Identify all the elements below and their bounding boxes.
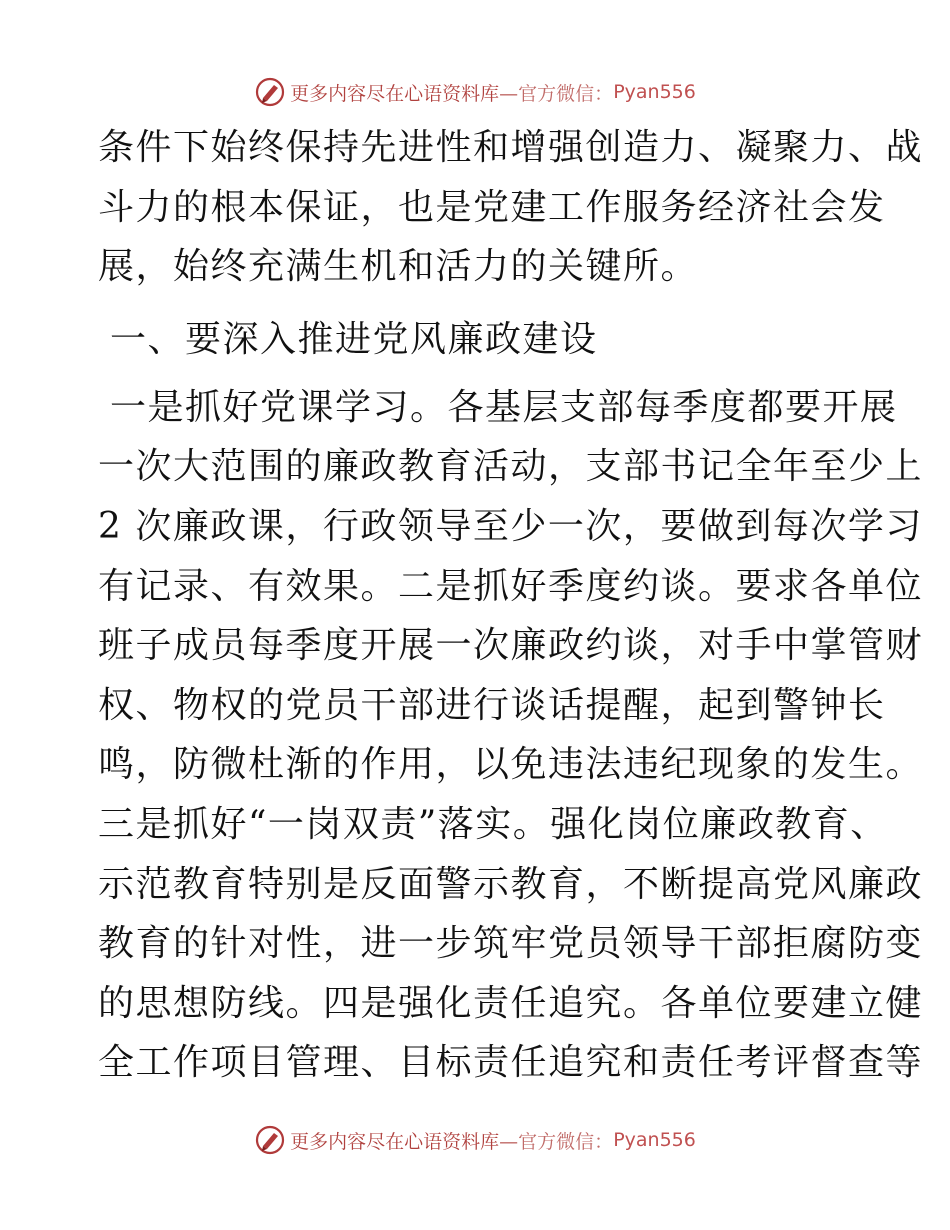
watermark-separator: —官方微信： bbox=[499, 1130, 614, 1153]
text-line: 一是抓好党课学习。各基层支部每季度都要开展 bbox=[110, 386, 898, 428]
text-line: 全工作项目管理、目标责任追究和责任考评督查等 bbox=[98, 1042, 924, 1084]
text-line: 鸣，防微杜渐的作用，以免违法违纪现象的发生。 bbox=[98, 744, 924, 786]
text-line: 权、物权的党员干部进行谈话提醒，起到警钟长 bbox=[98, 684, 886, 726]
footer-watermark bbox=[0, 1120, 950, 1160]
pen-logo-icon bbox=[254, 76, 286, 108]
text-line: 条件下始终保持先进性和增强创造力、凝聚力、战 bbox=[98, 127, 924, 168]
watermark-wechat-id: Pyan556 bbox=[613, 1129, 696, 1151]
text-line: 展，始终充满生机和活力的关键所。 bbox=[98, 246, 699, 288]
text-line: 班子成员每季度开展一次廉政约谈，对手中掌管财 bbox=[98, 625, 924, 667]
text-line: 2 次廉政课，行政领导至少一次，要做到每次学习 bbox=[98, 505, 923, 547]
section-heading: 一、要深入推进党风廉政建设 bbox=[110, 318, 598, 360]
text-line: 示范教育特别是反面警示教育，不断提高党风廉政 bbox=[98, 863, 924, 905]
text-line: 三是抓好“一岗双责”落实。强化岗位廉政教育、 bbox=[98, 803, 888, 845]
watermark-separator: —官方微信： bbox=[499, 82, 614, 105]
text-line: 斗力的根本保证，也是党建工作服务经济社会发 bbox=[98, 186, 886, 228]
watermark-text: 更多内容尽在心语资料库 bbox=[290, 82, 500, 105]
text-line: 有记录、有效果。二是抓好季度约谈。要求各单位 bbox=[98, 565, 924, 607]
text-line: 的思想防线。四是强化责任追究。各单位要建立健 bbox=[98, 982, 924, 1024]
text-line: 教育的针对性，进一步筑牢党员领导干部拒腐防变 bbox=[98, 923, 924, 965]
watermark-text: 更多内容尽在心语资料库 bbox=[290, 1130, 500, 1153]
text-line: 一次大范围的廉政教育活动，支部书记全年至少上 bbox=[98, 446, 924, 488]
watermark-wechat-id: Pyan556 bbox=[613, 81, 696, 103]
pen-logo-icon bbox=[254, 1124, 286, 1156]
header-watermark bbox=[0, 72, 950, 112]
document-body bbox=[98, 118, 924, 1093]
